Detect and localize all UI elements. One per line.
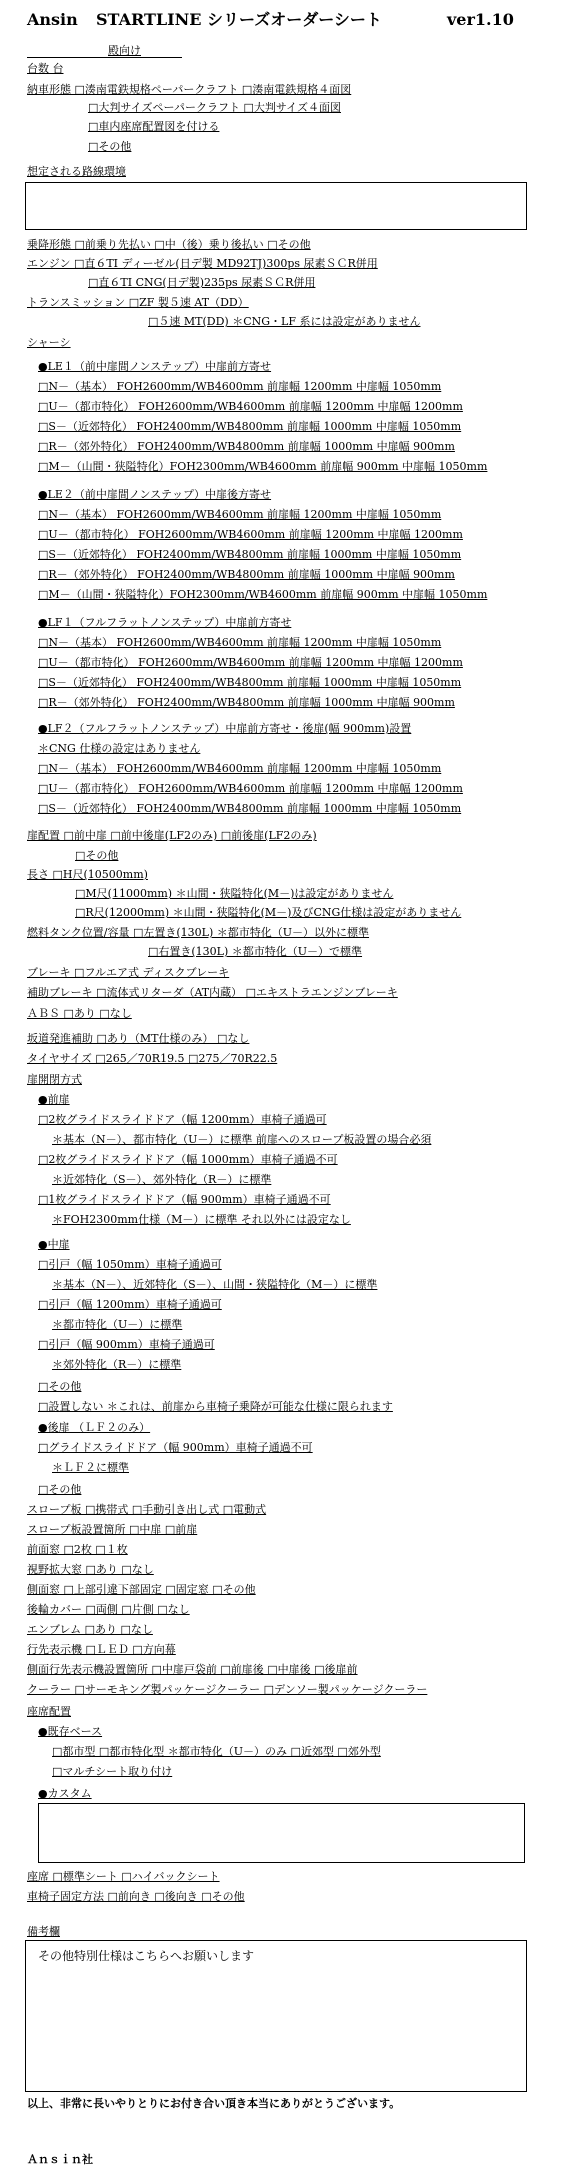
form-line[interactable]: □N－（基本） FOH2600mm/WB4600mm 前扉幅 1200mm 中扉幅 1050mm xyxy=(38,380,442,393)
form-line: ＊基本（N－）、都市特化（U－）に標準 前扉へのスロープ板設置の場合必須 xyxy=(52,1133,432,1146)
form-line: ●LF２（フルフラットノンステップ）中扉前方寄せ・後扉(幅 900mm)設置 xyxy=(38,722,412,735)
form-line[interactable]: 補助ブレーキ □流体式リターダ（AT内蔵） □エキストラエンジンブレーキ xyxy=(27,986,398,999)
form-line[interactable]: □R－（郊外特化） FOH2400mm/WB4800mm 前扉幅 1000mm 中扉幅 900mm xyxy=(38,696,455,709)
form-line: ＊FOH2300mm仕様（M－）に標準 それ以外には設定なし xyxy=(52,1213,351,1226)
form-line[interactable]: □M尺(11000mm) ＊山間・狭隘特化(M－)は設定がありません xyxy=(75,887,394,900)
form-line[interactable]: 前面窓 □2枚 □１枚 xyxy=(27,1543,128,1556)
form-line[interactable]: スロープ板 □携帯式 □手動引き出し式 □電動式 xyxy=(27,1503,267,1516)
customer-name-line xyxy=(27,57,182,58)
route-environment-box[interactable] xyxy=(25,182,527,230)
form-line: 殿向け xyxy=(108,44,141,57)
form-line[interactable]: 側面行先表示機設置箇所 □中扉戸袋前 □前扉後 □中扉後 □後扉前 xyxy=(27,1663,358,1676)
form-line: ●LE１（前中扉間ノンステップ）中扉前方寄せ xyxy=(38,360,272,373)
form-line: ＊都市特化（U－）に標準 xyxy=(52,1318,183,1331)
form-line[interactable]: 車椅子固定方法 □前向き □後向き □その他 xyxy=(27,1890,245,1903)
brand: Ansin xyxy=(27,10,78,29)
form-line[interactable]: □大判サイズペーパークラフト □大判サイズ４面図 xyxy=(88,101,341,114)
form-line: ＊郊外特化（R－）に標準 xyxy=(52,1358,182,1371)
form-line[interactable]: □その他 xyxy=(38,1483,82,1496)
form-line: ●LF１（フルフラットノンステップ）中扉前方寄せ xyxy=(38,616,292,629)
form-line: ●中扉 xyxy=(38,1238,70,1251)
form-line[interactable]: □引戸（幅 1050mm）車椅子通過可 xyxy=(38,1258,222,1271)
form-line[interactable]: □S－（近郊特化） FOH2400mm/WB4800mm 前扉幅 1000mm 中扉幅 1050mm xyxy=(38,420,462,433)
form-line[interactable]: □マルチシート取り付け xyxy=(52,1765,173,1778)
form-line[interactable]: 側面窓 □上部引違下部固定 □固定窓 □その他 xyxy=(27,1583,256,1596)
form-line: 備考欄 xyxy=(27,1925,60,1938)
form-line[interactable]: □M－（山間・狭隘特化）FOH2300mm/WB4600mm 前扉幅 900mm 中扉幅 1050mm xyxy=(38,460,488,473)
form-line[interactable]: 行先表示機 □ＬＥＤ □方向幕 xyxy=(27,1643,176,1656)
form-line: ●前扉 xyxy=(38,1093,70,1106)
form-line[interactable]: エンジン □直６TI ディーゼル(日デ製 MD92TJ)300ps 尿素ＳＣR併用 xyxy=(27,257,378,270)
form-line[interactable]: □R尺(12000mm) ＊山間・狭隘特化(M－)及びCNG仕様は設定がありません xyxy=(75,906,462,919)
form-line[interactable]: 視野拡大窓 □あり □なし xyxy=(27,1563,154,1576)
form-line[interactable]: □S－（近郊特化） FOH2400mm/WB4800mm 前扉幅 1000mm 中扉幅 1050mm xyxy=(38,548,462,561)
form-line[interactable]: ブレーキ □フルエア式 ディスクブレーキ xyxy=(27,966,230,979)
form-line: ＊CNG 仕様の設定はありません xyxy=(38,742,201,755)
form-line[interactable]: トランスミッション □ZF 製５速 AT（DD） xyxy=(27,296,249,309)
form-line[interactable]: スロープ板設置箇所 □中扉 □前扉 xyxy=(27,1523,198,1536)
form-line[interactable]: □R－（郊外特化） FOH2400mm/WB4800mm 前扉幅 1000mm 中扉幅 900mm xyxy=(38,568,455,581)
form-line[interactable]: □５速 MT(DD) ＊CNG・LF 系には設定がありません xyxy=(148,315,421,328)
form-line: 座席配置 xyxy=(27,1705,71,1718)
form-line[interactable]: □1枚グライドスライドドア（幅 900mm）車椅子通過不可 xyxy=(38,1193,331,1206)
form-line[interactable]: □N－（基本） FOH2600mm/WB4600mm 前扉幅 1200mm 中扉幅 1050mm xyxy=(38,636,442,649)
form-line[interactable]: □車内座席配置図を付ける xyxy=(88,120,220,133)
form-line: 扉開閉方式 xyxy=(27,1073,82,1086)
version-label: ver1.10 xyxy=(447,10,514,29)
form-line[interactable]: □その他 xyxy=(38,1380,82,1393)
form-line[interactable]: 扉配置 □前中扉 □前中後扉(LF2のみ) □前後扉(LF2のみ) xyxy=(27,829,317,842)
form-line[interactable]: 坂道発進補助 □あり（MT仕様のみ） □なし xyxy=(27,1032,250,1045)
form-line: 台数 台 xyxy=(27,62,64,75)
custom-seat-box[interactable] xyxy=(38,1803,525,1863)
form-line[interactable]: □その他 xyxy=(75,849,119,862)
form-line[interactable]: □U－（都市特化） FOH2600mm/WB4600mm 前扉幅 1200mm 中扉幅 1200mm xyxy=(38,782,463,795)
form-line[interactable]: □都市型 □都市特化型 ＊都市特化（U－）のみ □近郊型 □郊外型 xyxy=(52,1745,381,1758)
form-line[interactable]: タイヤサイズ □265／70R19.5 □275／70R22.5 xyxy=(27,1052,278,1065)
form-line[interactable]: □引戸（幅 1200mm）車椅子通過可 xyxy=(38,1298,222,1311)
form-line[interactable]: 座席 □標準シート □ハイバックシート xyxy=(27,1870,220,1883)
form-line: シャーシ xyxy=(27,336,71,349)
form-line[interactable]: □2枚グライドスライドドア（幅 1000mm）車椅子通過不可 xyxy=(38,1153,338,1166)
form-line: ●LE２（前中扉間ノンステップ）中扉後方寄せ xyxy=(38,488,272,501)
form-line[interactable]: □R－（郊外特化） FOH2400mm/WB4800mm 前扉幅 1000mm 中扉幅 900mm xyxy=(38,440,455,453)
form-line: ＊基本（N－）、近郊特化（S－）、山間・狭隘特化（M－）に標準 xyxy=(52,1278,378,1291)
form-line[interactable]: 燃料タンク位置/容量 □左置き(130L) ＊都市特化（U－）以外に標準 xyxy=(27,926,370,939)
form-line[interactable]: □U－（都市特化） FOH2600mm/WB4600mm 前扉幅 1200mm 中扉幅 1200mm xyxy=(38,656,463,669)
form-line[interactable]: □S－（近郊特化） FOH2400mm/WB4800mm 前扉幅 1000mm 中扉幅 1050mm xyxy=(38,676,462,689)
form-line[interactable]: □U－（都市特化） FOH2600mm/WB4600mm 前扉幅 1200mm 中扉幅 1200mm xyxy=(38,400,463,413)
page-title: STARTLINE シリーズオーダーシート xyxy=(96,10,382,29)
form-line[interactable]: □M－（山間・狭隘特化）FOH2300mm/WB4600mm 前扉幅 900mm 中扉幅 1050mm xyxy=(38,588,488,601)
form-line[interactable]: □N－（基本） FOH2600mm/WB4600mm 前扉幅 1200mm 中扉幅 1050mm xyxy=(38,508,442,521)
remarks-placeholder: その他特別仕様はこちらへお願いします xyxy=(38,1949,255,1963)
form-line[interactable]: □U－（都市特化） FOH2600mm/WB4600mm 前扉幅 1200mm 中扉幅 1200mm xyxy=(38,528,463,541)
form-line[interactable]: □2枚グライドスライドドア（幅 1200mm）車椅子通過可 xyxy=(38,1113,327,1126)
form-line[interactable]: □S－（近郊特化） FOH2400mm/WB4800mm 前扉幅 1000mm 中扉幅 1050mm xyxy=(38,802,462,815)
form-line[interactable]: □その他 xyxy=(88,140,132,153)
form-line: Ａｎｓｉｎ社 xyxy=(27,2153,93,2166)
form-line: 以上、非常に長いやりとりにお付き合い頂き本当にありがとうございます。 xyxy=(27,2097,401,2110)
form-line: ●既存ベース xyxy=(38,1725,103,1738)
form-line: ●後扉 （ＬＦ２のみ） xyxy=(38,1421,151,1434)
form-line: ＊近郊特化（S－）、郊外特化（R－）に標準 xyxy=(52,1173,272,1186)
form-line[interactable]: 長さ □H尺(10500mm) xyxy=(27,868,148,881)
form-line: 想定される路線環境 xyxy=(27,165,126,178)
form-line[interactable]: □右置き(130L) ＊都市特化（U－）で標準 xyxy=(148,945,363,958)
form-line[interactable]: □グライドスライドドア（幅 900mm）車椅子通過不可 xyxy=(38,1441,313,1454)
form-line[interactable]: ＡＢＳ □あり □なし xyxy=(27,1007,132,1020)
form-line[interactable]: エンブレム □あり □なし xyxy=(27,1623,153,1636)
form-line: ●カスタム xyxy=(38,1787,92,1800)
form-line[interactable]: 納車形態 □湊南電鉄規格ペーパークラフト □湊南電鉄規格４面図 xyxy=(27,83,352,96)
form-line[interactable]: 後輪カバー □両側 □片側 □なし xyxy=(27,1603,190,1616)
form-line[interactable]: □直６TI CNG(日デ製)235ps 尿素ＳＣR併用 xyxy=(88,276,316,289)
form-line[interactable]: □引戸（幅 900mm）車椅子通過可 xyxy=(38,1338,215,1351)
form-line[interactable]: クーラー □サーモキング製パッケージクーラー □デンソー製パッケージクーラー xyxy=(27,1683,428,1696)
form-line[interactable]: 乗降形態 □前乗り先払い □中（後）乗り後払い □その他 xyxy=(27,238,311,251)
form-line[interactable]: □N－（基本） FOH2600mm/WB4600mm 前扉幅 1200mm 中扉幅 1050mm xyxy=(38,762,442,775)
form-line: ＊ＬＦ２に標準 xyxy=(52,1461,129,1474)
form-line[interactable]: □設置しない ＊これは、前扉から車椅子乗降が可能な仕様に限られます xyxy=(38,1400,393,1413)
